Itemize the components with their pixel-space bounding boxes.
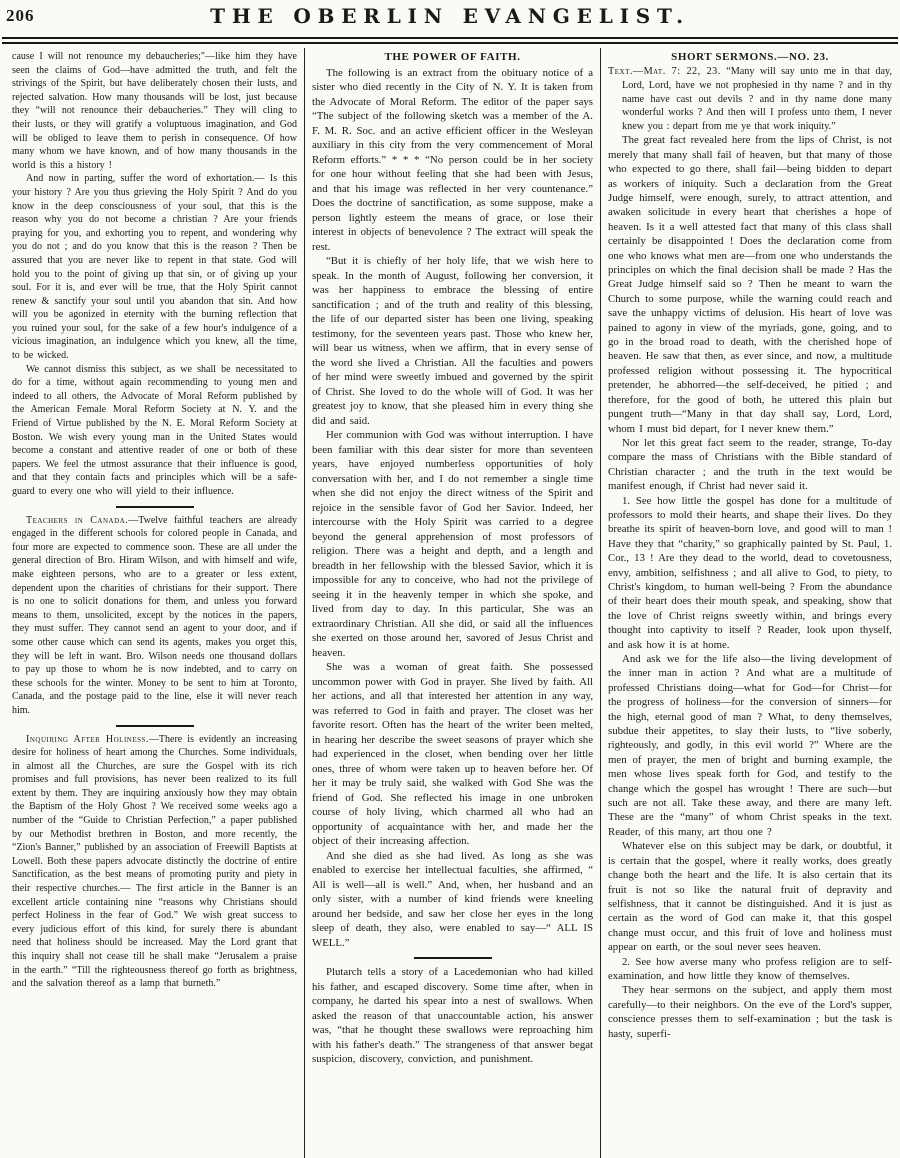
article-heading-short-sermons: SHORT SERMONS.—NO. 23.	[671, 51, 829, 63]
paragraph-inquiring-after-holiness	[12, 733, 297, 991]
article-lead: Teachers in Canada.	[26, 514, 129, 526]
columns	[0, 44, 900, 1158]
paragraph: The great fact revealed here from the lips of Christ, is not merely that many shall fail of heaven, but that many of those who expected to go there, shall fail—being bidden to depart as workers of iniquity. Such a declaration from the Great Judge himself, were enough, surely, to attract attention, and awaken solicitude in every heart that cherishes a hope of heaven. Is it a well attested fact that many of this class shall certainly be disappointed ! Does the declaration come from one who knows what men are—from one who understands the principles on which the final decision shall be made ? Has the Great Judge himself said so ? Then he meant to warn the Church to some purpose, while the warning could reach and save the unhappy victims of delusion. His heart of love was pained to agony in view of the myriads, gone, going, and to go in the broad road to death, with the cherished hope of heaven. He saw that then, as ever since, and now, a multitude professed religion without possessing it. The hypocritical pretender, he abhorred—the self-deceived, he pitied ; and therefore, for the good of both, he uttered this plain but pungent truth—“Many in that day shall say, Lord, Lord, whom I must bid depart, for I never knew them.”	[608, 134, 893, 435]
scripture-lead: Text.—Mat. 7: 22, 23.	[608, 66, 721, 78]
article-body: —There is evidently an increasing desire for holiness of heart among the Churches. Some individuals, in almost all the Churches, are sure the Gospel with its rich promises and full provisions, has never been realized to its full extent by them. They are inquiring anxiously how they may obtain the Baptism of the Holy Ghost ? We received some weeks ago a number of the “Guide to Christian Perfection,” a paper published by our Methodist brethren in Boston, and more recently, the “Zion's Banner,” published by an association of Freewill Baptists at Lowell. Both these papers advocate distinctly the doctrine of entire Sanctification, as the best means of promoting purity and piety in their respective churches.— The first article in the Banner is an excellent article containing nine “reasons why Christians should perfect Holiness in the fear of God.” We wish great success to every judicious effort of this kind, for surely there is abundant need that holiness should be increased. May the Lord grant that this inquiry shall not cease till he shall make “Jerusalem a praise in the earth.” “Till the righteousness thereof go forth as brightness, and the salvation thereof as a lamp that burneth.”	[12, 733, 297, 990]
column-2	[305, 48, 601, 1158]
paragraph: And ask we for the life also—the living development of the inner man in action ? And what are a multitude of professed Christians doing—what for God—for Christ—for the progress of holiness—for the conversion of sinners—for the high, eternal good of man ? What, to deny themselves, subdue their appetites, to slay their lusts, to “live soberly, righteously, and godly, in this evil world ?” Where are the men of prayer, the men of bright and burning example, the men whose lives speak forth for God, and testify to the change which the gospel has wrought ! There are such—but such are not all. Take these away, and there are many left. These are the “many” of whom Christ speaks in the text. Reader, of this many, art thou one ?	[608, 653, 893, 838]
paragraph: They hear sermons on the subject, and apply them most carefully—to their neighbors. On the eve of the Lord's supper, conscience presses them to self-examination ; but the task is hasty, superfi-	[608, 984, 893, 1040]
paragraph: cause I will not renounce my debaucheries;"—like him they have seen the claims of God—have admitted the truth, and felt the strivings of the Spirit, but have deliberately chosen their lusts, and rejected salvation. How many thousands will be lost, just because they “will not renounce their debaucheries.” They will cling to their lusts, or they will gratify a voluptuous imagination, and God will be obliged to leave them to perish in consequence. Of how many whom we have known, and of how many thousands in the world is this a history !	[12, 51, 297, 171]
page-number: 206	[6, 6, 35, 25]
paragraph: And she died as she had lived. As long as she was enabled to exercise her intellectual faculties, she affirmed, “ All is well—all is well.” And, when, her husband and an only sister, with a number of kind friends were kneeling around her bedside, and saw her close her eyes in the long sleep of death, they also, were enabled to say—“ ALL IS WELL.”	[312, 849, 594, 949]
paragraph-plutarch: Plutarch tells a story of a Lacedemonian who had killed his father, and escaped discovery. Some time after, when in company, he darted his spear into a nest of swallows. When asked the reason of that unaccountable action, his answer was, “that he thought these swallows were reproaching him with his father's death.” The strangeness of that answer begat suspicion, discovery, conviction, and punishment.	[312, 966, 594, 1065]
paper-title: THE OBERLIN EVANGELIST.	[210, 4, 690, 28]
section-divider	[116, 725, 194, 727]
paragraph: And now in parting, suffer the word of exhortation.— Is this your history ? Are you thus grieving the Holy Spirit ? And do you know in the deep consciousness of your soul, that this is the reason why you do not become a christian ? Are your friends praying for you, and exhorting you to repent, and wondering why you do not ; and do you know that this is the reason ? Then be assured that you are never like to repent in that state. God will hold you to the point of giving up that sin, or of giving up your soul. For it is, and ever will be true, that the Holy Spirit cannot renew & sanctify your soul until you abandon that sin. And how will you be agonized in eternity with the burning reflection that you ruined your soul, for the sake of a few hour's indulgence of a vicious imagination, an indulgence which you knew, all the time, to be wicked.	[12, 173, 297, 362]
paragraph: We cannot dismiss this subject, as we shall be necessitated to do for a time, without again recommending to young men and indeed to all others, the Advocate of Moral Reform published by the American Female Moral Reform Society at N. Y. and the Friend of Virtue published by the N. E. Moral Reform Society at Boston. We wish every young man in the United States would become a constant and attentive reader of one or both of these papers. We feel the utmost assurance that their influence is good, and that they contain facts and principles which will be a safe-guard to every one who will yield to their influence.	[12, 363, 297, 497]
section-divider	[116, 506, 194, 508]
column-1	[10, 48, 305, 1158]
paragraph: The following is an extract from the obituary notice of a sister who died recently in the City of N. Y. It is taken from the Advocate of Moral Reform. The editor of the paper says “The subject of the following sketch was a member of the A. F. M. R. Soc. and an active efficient officer in the Wesleyan auxiliary in this city from the very commencement of Moral Reform efforts.” * * * “No person could be in her society for one hour without feeling that she had been with Jesus, and that his image was reflected in her very countenance.” Does the doctrine of sanctification, as some suppose, make a person lightly esteem the means of grace, or lose their interest in objects of benevolence ? The extract will speak the rest.	[312, 66, 594, 253]
paragraph: Whatever else on this subject may be dark, or doubtful, it is certain that the gospel, where it really works, does greatly change both the heart and the life. It is also certain that its fruit is not so like the natural fruit of depravity and selfishness, that it cannot be distinguished. And it is just as certain as the word of God can make it, that this gospel change must occur, and this fruit of love and holiness must appear on earth, or the soul never sees heaven.	[608, 840, 893, 954]
paragraph-teachers-in-canada	[12, 514, 297, 718]
masthead	[0, 0, 900, 34]
paragraph: 2. See how averse many who profess religion are to self-examination, and how little they know of themselves.	[608, 955, 893, 982]
section-divider	[414, 957, 492, 959]
article-heading-power-of-faith: THE POWER OF FAITH.	[384, 51, 521, 63]
article-lead: Inquiring After Holiness.	[26, 733, 149, 745]
scripture-body: “Many will say unto me in that day, Lord, Lord, have we not prophesied in thy name ? and in thy name have cast out devils ? and in thy name done many wonderful works ? And then will I profess unto them, I never knew you : depart from me ye that work iniquity.”	[622, 66, 893, 132]
header-rule	[2, 37, 898, 44]
paragraph: Nor let this great fact seem to the reader, strange, To-day compare the mass of Christians with the Bible standard of Christian character ; and the truth in the text would be manifest enough, if Christ had never said it.	[608, 436, 893, 493]
article-body: —Twelve faithful teachers are already engaged in the different schools for colored people in Canada, and four more are expected to commence soon. These are all under the general direction of Bro. Hiram Wilson, and with himself and wife, make eighteen persons, who are to a greater or less extent, dependent upon the charities of christians for their support. There is no one to solicit donations for them, and unless you forward means to them, unsolicited, except by the notices in the papers, they must suffer. They cannot send an agent to your door, and if some other cause which can send its agents, makes you orget this, they will be left in want. Bro. Wilson needs one thousand dollars to pay up those to whom he is now indebted, and to carry on these schools for the winter. Money to be sent to him at Toronto, Canada, and the postage paid to the line, else it will never reach him.	[12, 514, 297, 716]
paragraph: “But it is chiefly of her holy life, that we wish here to speak. In the month of August, following her conversion, it was her happiness to embrace the blessing of entire sanctification ; and of the truth and reality of this blessing, the life of our departed sister has been one living, speaking testimony, for the seventeen years past. Those who knew her, will bear us witness, when we affirm, that in every sense of the word she lived a Christian. All the faculties and powers of her mind were sweetly imbued and governed by the spirit of Christ. She loved to do the whole will of God. It was her greatest joy to know, that she pleased him in every thing she did and said.	[312, 255, 594, 427]
paragraph: 1. See how little the gospel has done for a multitude of professors to mold their hearts, and shape their lives. Do they breathe its spirit of heaven-born love, and good will to man ! Have they that “charity,” so graphically painted by St. Paul, 1. Cor., 13 ! Are they dead to the world, dead to covetousness, envy, ambition, selfishness ; and all alive to God, to piety, to Christ's kingdom, to human well-being ? From the abundance of their heart does their mouth speak, and speaking, show that the love of Christ reigns sweetly within, and brings every thought into captivity to itself ? Reader, look upon thyself, and ask how it is at home.	[608, 494, 893, 651]
column-3	[601, 48, 894, 1158]
paragraph: She was a woman of great faith. She possessed uncommon power with God in prayer. She lived by faith. All her actions, and all that interested her attention in any way, was referred to God in faith and prayer. The closet was her favorite resort. Often has the heart of the writer been melted, in hearing her describe the sweet seasons of prayer which she had experienced in the closet, when bending over her little ones, three of whom were taken up to heaven before her. Of her it may be truly said, she walked with God She was the friend of God. She reflected his image in one unbroken course of holy living, which charmed all who had an opportunity of acquaintance with her, and made her the object of their increasing affection.	[312, 661, 594, 847]
scripture-text-block	[608, 65, 892, 133]
paragraph: Her communion with God was without interruption. I have been familiar with this dear sister for more than seventeen years, have enjoyed numberless opportunities of holy conversation with her, and I do not remember a single time when she did not enjoy the direct witness of the Spirit and rejoice in the sensible favor of God her Savior. Indeed, her intercourse with the Holy Spirit was carried to a degree beyond the general apprehension of most professors of religion. There was a height and depth, and a length and breadth in her fellowship with the blessed Savior, which it is impossible for any to conceive, who had not the privilege of seeing it in the heavenly temper in which she spoke, and lived from day to day. In this particular, She was an extraordinary Christian. All she did, or said all the influences she exerted on those around her, savored of Jesus Christ and heaven.	[312, 429, 594, 659]
